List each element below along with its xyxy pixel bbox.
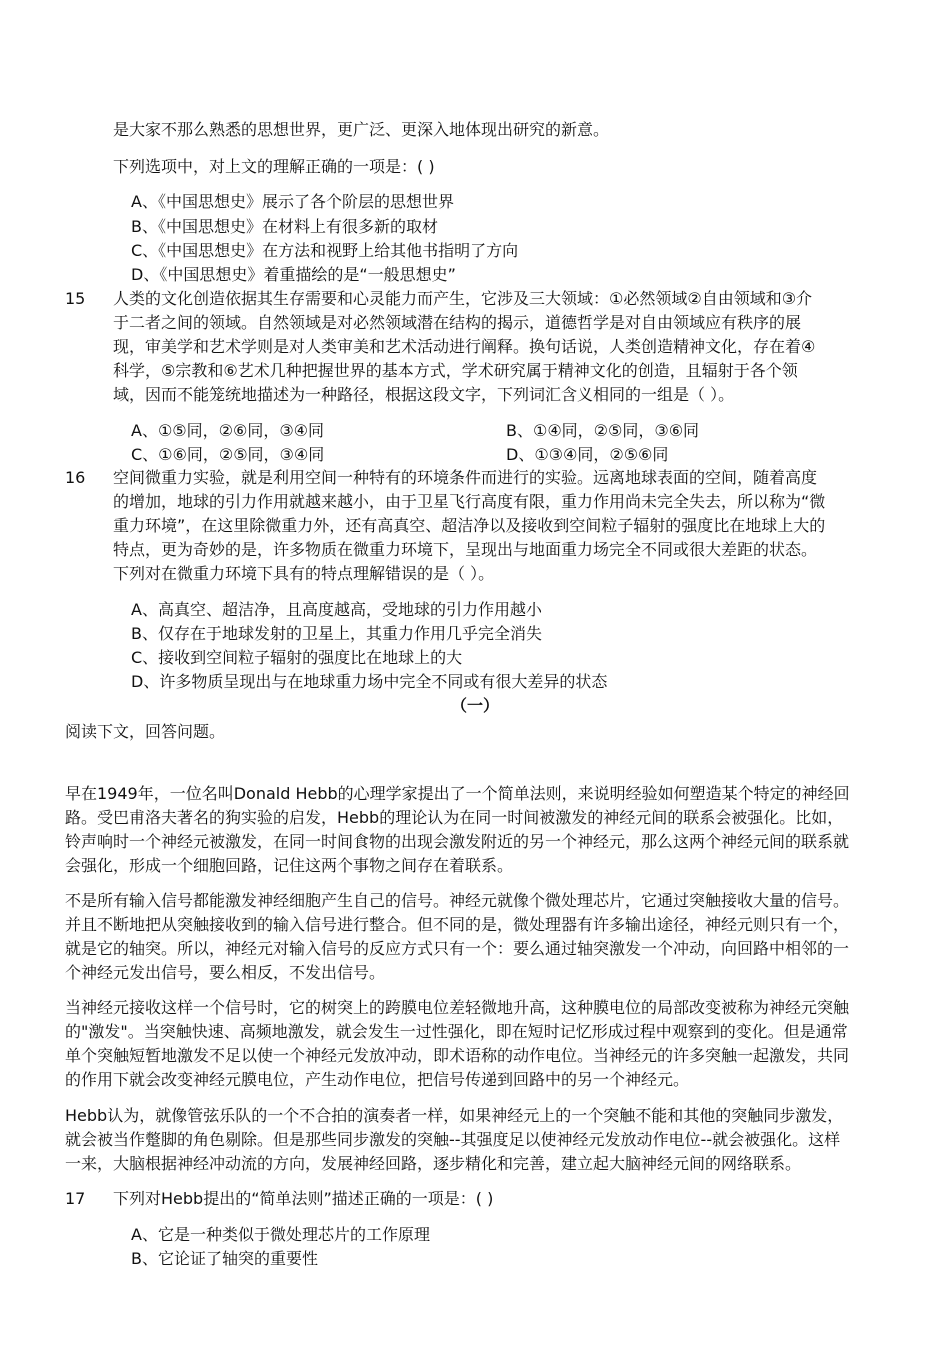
option-b[interactable]: B、《中国思想史》在材料上有很多新的取材 (131, 217, 438, 236)
passage-line: 不是所有输入信号都能激发神经细胞产生自己的信号。神经元就像个微处理芯片，它通过突触接收大量的信号。 (65, 891, 850, 910)
passage-line: 就会被当作蹩脚的角色剔除。但是那些同步激发的突触--其强度足以使神经元发放动作电位--就会被强化。这样 (65, 1130, 841, 1149)
section-instruction: 阅读下文，回答问题。 (65, 722, 226, 741)
passage-line: 早在1949年，一位名叫Donald Hebb的心理学家提出了一个简单法则，来说明经验如何塑造某个特定的神经回 (65, 784, 850, 803)
passage-line: 铃声响时一个神经元被激发，在同一时间食物的出现会激发附近的另一个神经元，那么这两个神经元间的联系就 (65, 832, 850, 851)
passage-line: 当神经元接收这样一个信号时，它的树突上的跨膜电位差轻微地升高，这种膜电位的局部改变被称为神经元突触 (65, 998, 850, 1017)
passage-line: 一来，大脑根据神经冲动流的方向，发展神经回路，逐步精化和完善，建立起大脑神经元间的网络联系。 (65, 1154, 802, 1173)
question-text: 空间微重力实验，就是利用空间一种特有的环境条件而进行的实验。远离地球表面的空间，随着高度 (113, 468, 818, 487)
option-a[interactable]: A、①⑤同，②⑥同，③④同 (131, 421, 325, 440)
question-text: 域，因而不能笼统地描述为一种路径，根据这段文字，下列词汇含义相同的一组是（ ）。 (113, 385, 735, 404)
question-text: 下列对在微重力环境下具有的特点理解错误的是（ ）。 (113, 564, 495, 583)
question-text: 特点，更为奇妙的是，许多物质在微重力环境下，呈现出与地面重力场完全不同或很大差距的状态。 (113, 540, 818, 559)
carry-text: 是大家不那么熟悉的思想世界，更广泛、更深入地体现出研究的新意。 (113, 120, 610, 139)
question-prompt: 下列选项中，对上文的理解正确的一项是：( ) (113, 157, 435, 176)
section-heading: （一） (450, 696, 499, 715)
option-b[interactable]: B、①④同，②⑤同，③⑥同 (506, 421, 700, 440)
question-number: 16 (65, 468, 86, 487)
option-a[interactable]: A、它是一种类似于微处理芯片的工作原理 (131, 1225, 430, 1244)
option-c[interactable]: C、①⑥同，②⑤同，③④同 (131, 445, 325, 464)
question-text: 人类的文化创造依据其生存需要和心灵能力而产生，它涉及三大领域：①必然领域②自由领域和③介 (113, 289, 813, 308)
option-a[interactable]: A、《中国思想史》展示了各个阶层的思想世界 (131, 192, 454, 211)
option-c[interactable]: C、《中国思想史》在方法和视野上给其他书指明了方向 (131, 241, 519, 260)
passage-line: Hebb认为，就像管弦乐队的一个不合拍的演奏者一样，如果神经元上的一个突触不能和其他的突触同步激发， (65, 1106, 844, 1125)
question-number: 17 (65, 1189, 86, 1208)
question-prompt: 下列对Hebb提出的“简单法则”描述正确的一项是：( ) (113, 1189, 494, 1208)
question-text: 于二者之间的领域。自然领域是对必然领域潜在结构的揭示，道德哲学是对自由领域应有秩序的展 (113, 313, 802, 332)
question-text: 现，审美学和艺术学则是对人类审美和艺术活动进行阐释。换句话说，人类创造精神文化，存在着④ (113, 337, 816, 356)
question-number: 15 (65, 289, 86, 308)
option-b[interactable]: B、它论证了轴突的重要性 (131, 1249, 318, 1268)
option-d[interactable]: D、①③④同，②⑤⑥同 (506, 445, 669, 464)
option-d[interactable]: D、《中国思想史》着重描绘的是“一般思想史” (131, 265, 456, 284)
option-a[interactable]: A、高真空、超洁净，且高度越高，受地球的引力作用越小 (131, 600, 542, 619)
passage-line: 路。受巴甫洛夫著名的狗实验的启发，Hebb的理论认为在同一时间被激发的神经元间的联系会被强化。比如， (65, 808, 844, 827)
passage-line: 的"激发"。当突触快速、高频地激发，就会发生一过性强化，即在短时记忆形成过程中观察到的变化。但是通常 (65, 1022, 848, 1041)
passage-line: 的作用下就会改变神经元膜电位，产生动作电位，把信号传递到回路中的另一个神经元。 (65, 1070, 690, 1089)
passage-line: 并且不断地把从突触接收到的输入信号进行整合。但不同的是，微处理器有许多输出途径，神经元则只有一个， (65, 915, 850, 934)
question-text: 科学，⑤宗教和⑥艺术几种把握世界的基本方式，学术研究属于精神文化的创造，且辐射于各个领 (113, 361, 798, 380)
passage-line: 会强化，形成一个细胞回路，记住这两个事物之间存在着联系。 (65, 856, 514, 875)
question-text: 重力环境”，在这里除微重力外，还有高真空、超洁净以及接收到空间粒子辐射的强度比在地球上大的 (113, 516, 826, 535)
option-b[interactable]: B、仅存在于地球发射的卫星上，其重力作用几乎完全消失 (131, 624, 542, 643)
option-d[interactable]: D、许多物质呈现出与在地球重力场中完全不同或有很大差异的状态 (131, 672, 608, 691)
passage-line: 就是它的轴突。所以，神经元对输入信号的反应方式只有一个：要么通过轴突激发一个冲动，向回路中相邻的一 (65, 939, 850, 958)
question-text: 的增加，地球的引力作用就越来越小，由于卫星飞行高度有限，重力作用尚未完全失去，所以称为“微 (113, 492, 826, 511)
passage-line: 单个突触短暂地激发不足以使一个神经元发放冲动，即术语称的动作电位。当神经元的许多突触一起激发，共同 (65, 1046, 850, 1065)
option-c[interactable]: C、接收到空间粒子辐射的强度比在地球上的大 (131, 648, 463, 667)
passage-line: 个神经元发出信号，要么相反，不发出信号。 (65, 963, 386, 982)
